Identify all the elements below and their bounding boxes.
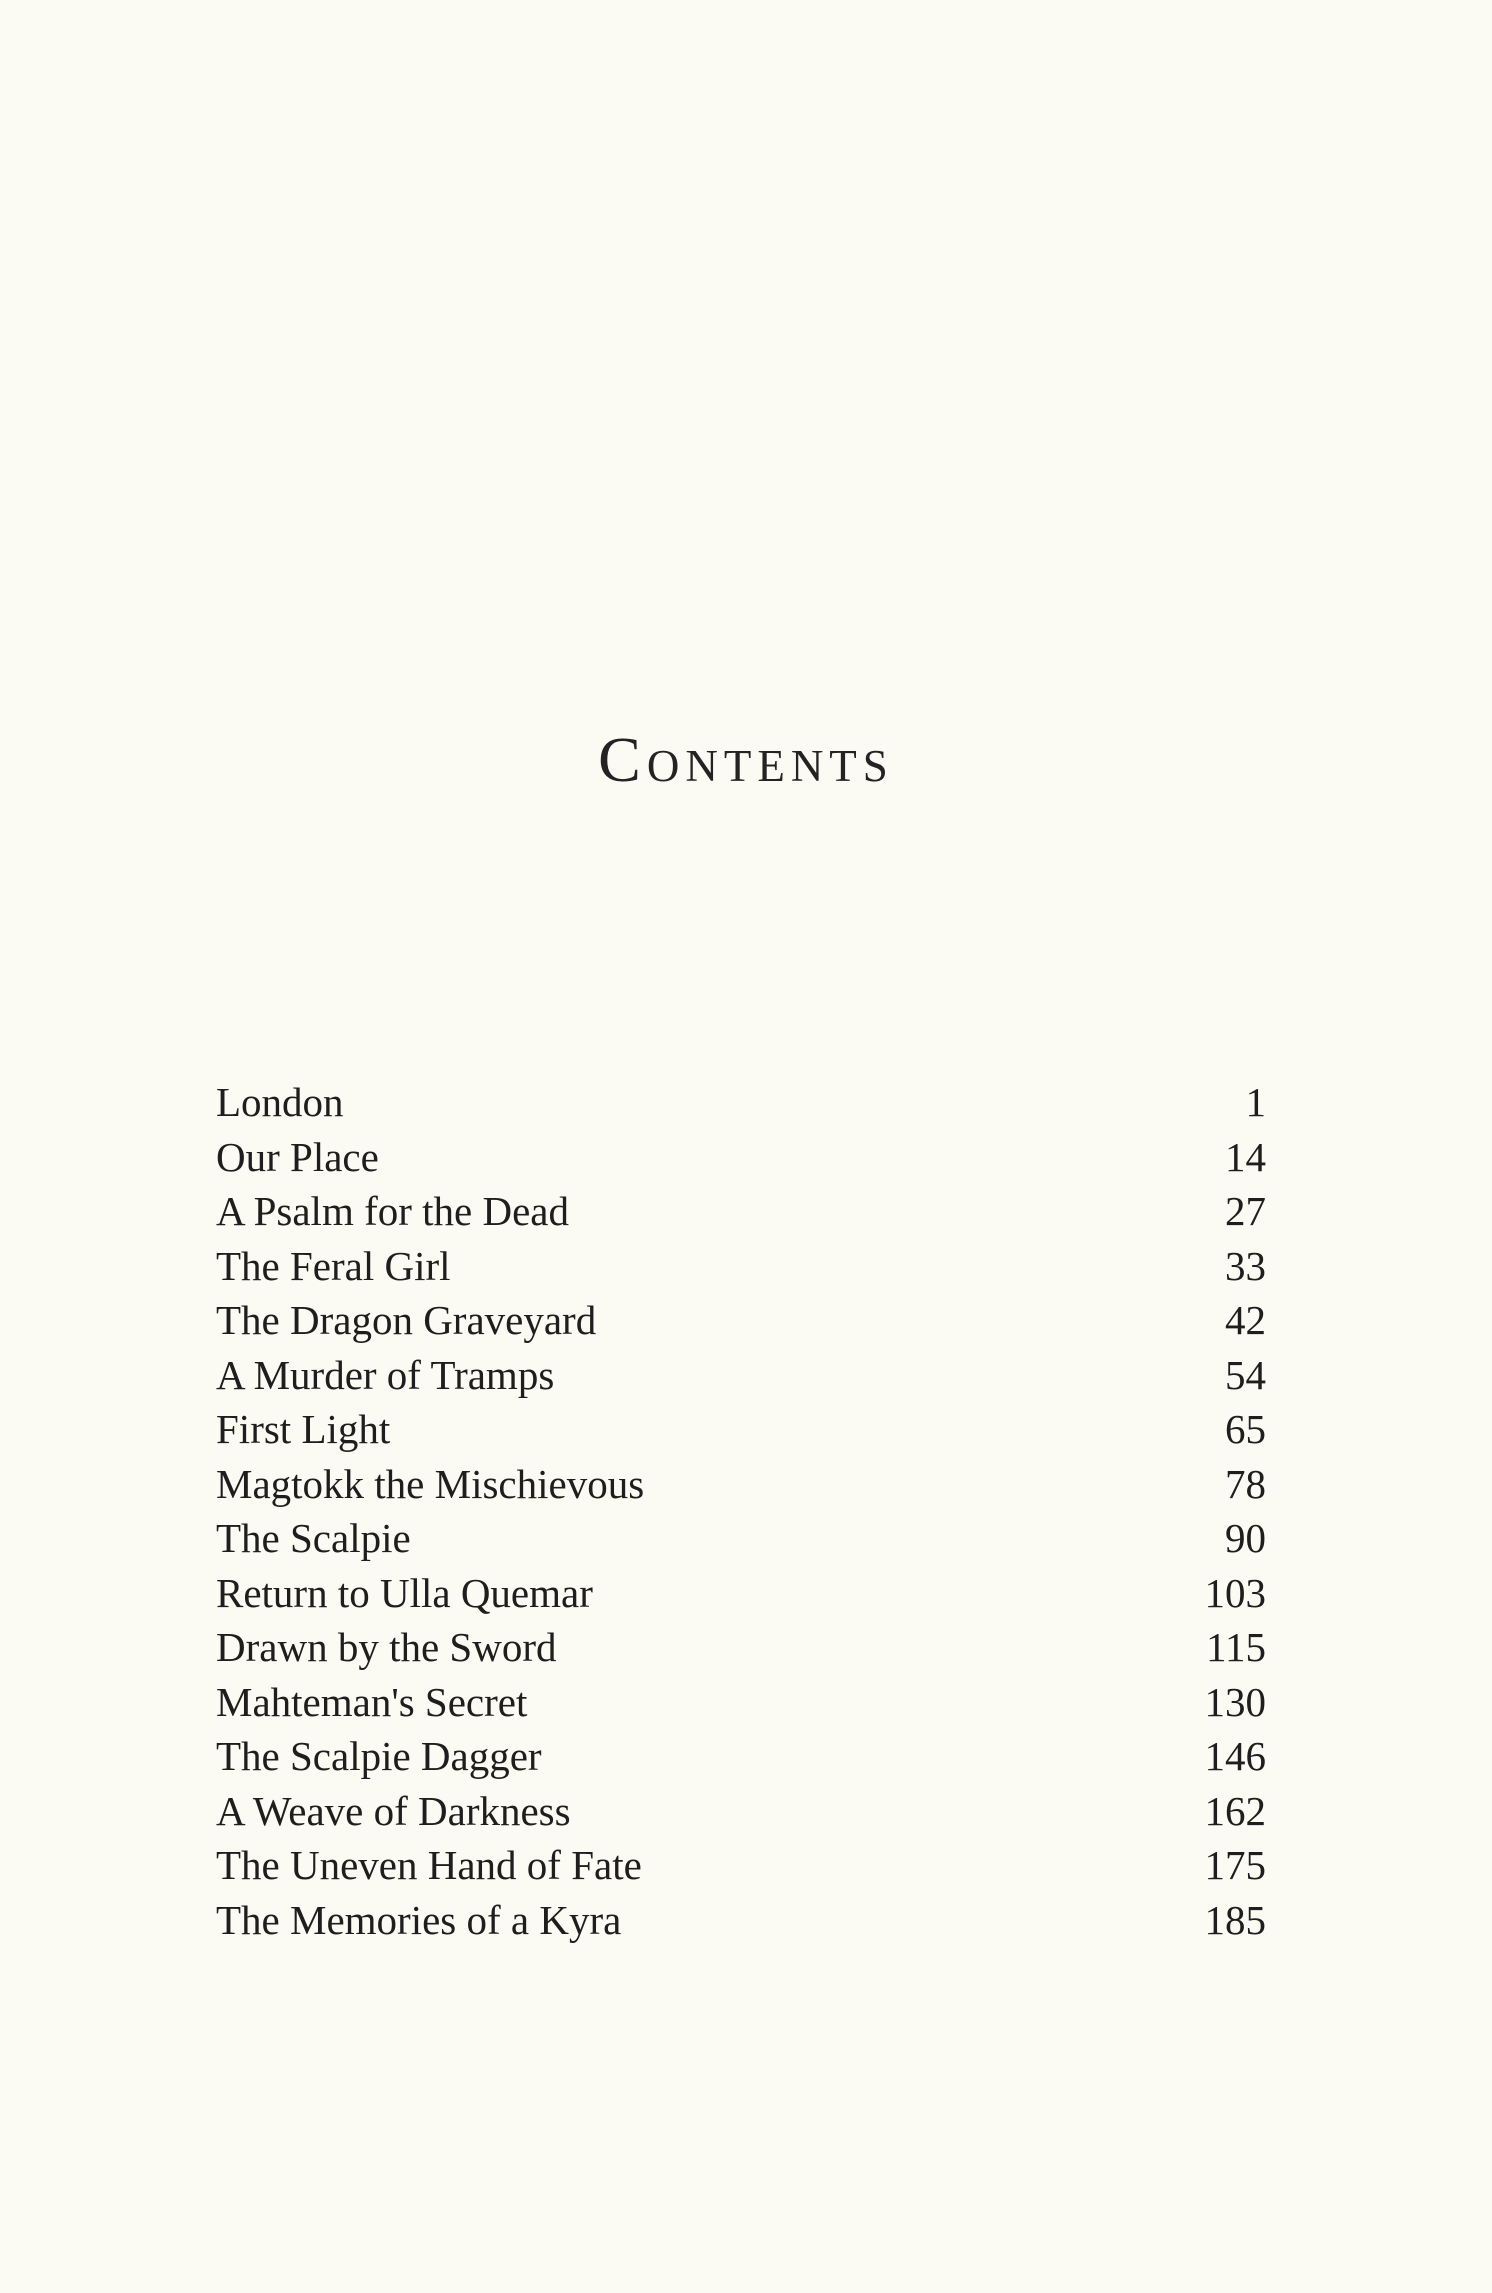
toc-entry-page: 175 [1204,1842,1266,1888]
toc-entry-page: 130 [1204,1678,1266,1725]
toc-entry-title: A Weave of Darkness [216,1787,571,1834]
toc-entry-title: A Murder of Tramps [216,1351,555,1398]
toc-entry-page: 115 [1206,1624,1266,1670]
toc-entry-page: 103 [1204,1569,1266,1616]
toc-entry [216,1893,1266,1948]
toc-entry-page: 1 [1245,1079,1266,1125]
toc-entry [216,1184,1266,1239]
toc-entry-page: 54 [1225,1351,1266,1398]
toc-entry-title: Magtokk the Mischievous [216,1460,645,1507]
toc-entry-title: A Psalm for the Dead [216,1188,569,1234]
toc-entry-page: 27 [1225,1188,1266,1234]
toc-entry [216,1675,1266,1730]
toc-entry-title: The Dragon Graveyard [216,1297,597,1343]
toc-entry [216,1457,1266,1512]
toc-entry-title: Return to Ulla Quemar [216,1569,593,1616]
toc-entry [216,1348,1266,1403]
toc-entry-title: The Scalpie Dagger [216,1733,542,1779]
toc-entry [216,1838,1266,1893]
toc-entry-page: 33 [1225,1242,1266,1289]
toc-entry-title: London [216,1079,344,1125]
toc-entry [216,1566,1266,1621]
toc-entry [216,1075,1266,1130]
toc-entry-page: 14 [1225,1133,1266,1180]
toc-entry-title: The Memories of a Kyra [216,1896,622,1943]
toc-entry [216,1784,1266,1839]
toc-entry-title: Drawn by the Sword [216,1624,557,1670]
toc-entry-page: 185 [1204,1896,1266,1943]
toc-entry-title: Our Place [216,1133,379,1180]
toc-entry-page: 162 [1204,1787,1266,1834]
toc-entry [216,1620,1266,1675]
toc-entry [216,1402,1266,1457]
toc-entry-page: 146 [1204,1733,1266,1779]
toc-entry-page: 78 [1225,1460,1266,1507]
toc-entry [216,1511,1266,1566]
toc-entry-title: The Uneven Hand of Fate [216,1842,642,1888]
toc-entry [216,1239,1266,1294]
toc-entry-page: 65 [1225,1406,1266,1452]
contents-heading: Contents [598,724,894,795]
toc-entry [216,1293,1266,1348]
table-of-contents [216,1075,1266,1947]
toc-entry-page: 90 [1225,1515,1266,1561]
toc-entry-page: 42 [1225,1297,1266,1343]
toc-entry-title: The Scalpie [216,1515,411,1561]
toc-entry-title: First Light [216,1406,391,1452]
toc-entry [216,1130,1266,1185]
toc-entry-title: The Feral Girl [216,1242,451,1289]
toc-entry-title: Mahteman's Secret [216,1678,528,1725]
toc-entry [216,1729,1266,1784]
